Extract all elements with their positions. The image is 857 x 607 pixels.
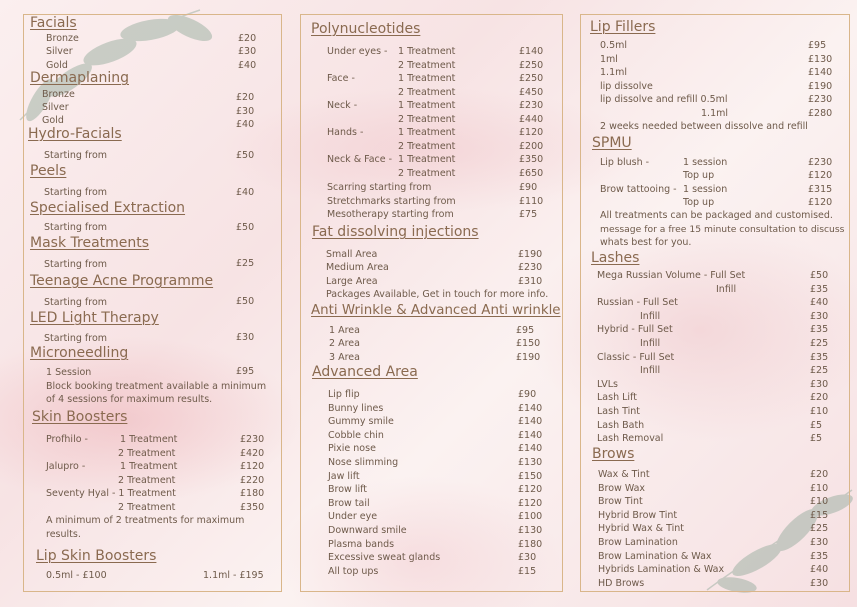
heading-lip-fillers: Lip Fillers [590, 19, 656, 35]
heading-brows: Brows [592, 446, 635, 462]
lashes-item-name: Lash Bath [597, 419, 645, 431]
skinboosters-option: 2 Treatment [118, 502, 176, 513]
lipfillers-item-name: 1.1ml [600, 67, 628, 78]
poly-extra-name: Stretchmarks starting from [327, 195, 456, 207]
advanced-item-price: £140 [518, 402, 543, 414]
lashes-item-price: £30 [810, 378, 829, 390]
lipfillers-item-price: £130 [808, 53, 833, 65]
specialised-price: £50 [236, 222, 255, 233]
skinboosters-option: 1 Treatment [120, 461, 178, 472]
brows-item-name: Wax & Tint [598, 469, 650, 480]
spmu-option: 1 session [683, 157, 728, 168]
fat-item-price: £230 [518, 262, 543, 273]
lashes-item-price: £25 [810, 365, 829, 377]
lipfillers-item-price: £190 [808, 80, 833, 92]
acne-price: £50 [236, 296, 255, 307]
hydrofacials-price: £50 [236, 150, 255, 161]
skinboosters-product: Profhilo - [46, 434, 88, 445]
lashes-item-name: Infill [716, 283, 737, 295]
spmu-option: Top up [683, 170, 715, 181]
advanced-item-price: £120 [518, 484, 543, 496]
skinboosters-price: £120 [240, 461, 265, 472]
antiwrinkle-item-name: 3 Area [329, 352, 360, 363]
advanced-item-price: £15 [518, 565, 537, 577]
poly-extra-name: Mesotherapy starting from [327, 209, 454, 220]
poly-price: £200 [519, 140, 544, 152]
poly-price: £450 [519, 86, 544, 98]
microneedling-note: of 4 sessions for maximum results. [46, 394, 213, 405]
brows-item-price: £30 [810, 577, 829, 589]
advanced-item-price: £100 [518, 511, 543, 523]
advanced-item-name: Bunny lines [328, 402, 384, 414]
skinboosters-note: A minimum of 2 treatments for maximum [46, 515, 245, 526]
advanced-item-name: Plasma bands [328, 538, 395, 550]
peels-label: Starting from [44, 187, 108, 198]
facials-item-name: Gold [46, 60, 68, 71]
lashes-item-name: Lash Removal [597, 433, 664, 445]
skinboosters-option: 2 Treatment [118, 448, 176, 459]
heading-polynucleotides: Polynucleotides [311, 21, 421, 37]
advanced-item-name: Lip flip [328, 389, 360, 400]
poly-option: 2 Treatment [398, 167, 456, 179]
spmu-note: whats best for you. [600, 237, 692, 248]
poly-option: 1 Treatment [398, 127, 456, 138]
poly-price: £230 [519, 100, 544, 111]
lashes-item-name: Lash Tint [597, 406, 641, 417]
advanced-item-name: Brow lift [328, 484, 367, 496]
advanced-item-price: £130 [518, 525, 543, 536]
poly-area: Face - [327, 73, 355, 84]
brows-item-name: Brow Wax [598, 482, 646, 494]
lipfillers-item-name: 1ml [600, 53, 618, 65]
heading-peels: Peels [30, 163, 67, 179]
antiwrinkle-item-name: 1 Area [329, 325, 360, 336]
microneedling-price: £95 [236, 366, 255, 377]
lashes-item-price: £5 [810, 433, 823, 445]
poly-extra-name: Scarring starting from [327, 182, 432, 193]
lipfillers-item-name: lip dissolve [600, 80, 653, 92]
brows-item-price: £10 [810, 482, 829, 494]
mask-price: £25 [236, 258, 255, 269]
heading-teenage-acne: Teenage Acne Programme [30, 273, 214, 289]
facials-item-price: £40 [238, 60, 257, 71]
poly-extra-price: £75 [519, 209, 538, 220]
brows-item-name: Brow Lamination & Wax [598, 550, 712, 562]
spmu-option: Top up [683, 197, 715, 208]
spmu-note: All treatments can be packaged and customised. [600, 210, 833, 221]
lipfillers-sub-name: 1.1ml [701, 108, 729, 119]
spmu-note: message for a free 15 minute consultation to discuss [600, 224, 845, 235]
advanced-item-name: Gummy smile [328, 416, 394, 428]
advanced-item-name: Cobble chin [328, 429, 384, 441]
lashes-item-price: £10 [810, 406, 829, 417]
fat-note: Packages Available, Get in touch for more info. [326, 289, 549, 300]
lashes-item-price: £50 [810, 270, 829, 281]
facials-item-price: £30 [238, 46, 257, 57]
skinboosters-price: £230 [240, 434, 265, 445]
poly-option: 2 Treatment [398, 140, 456, 152]
lashes-item-name: Hybrid - Full Set [597, 324, 673, 336]
brows-item-name: Hybrid Brow Tint [598, 509, 678, 521]
poly-price: £140 [519, 46, 544, 57]
advanced-item-name: Pixie nose [328, 443, 376, 455]
poly-option: 1 Treatment [398, 154, 456, 165]
poly-price: £440 [519, 113, 544, 125]
lipfillers-item-price: £95 [808, 40, 827, 51]
skinboosters-option: 2 Treatment [118, 475, 176, 486]
poly-price: £250 [519, 59, 544, 71]
led-price: £30 [236, 332, 255, 343]
fat-item-price: £190 [518, 249, 543, 260]
lashes-item-price: £40 [810, 297, 829, 309]
advanced-item-name: Nose slimming [328, 457, 399, 468]
lashes-item-price: £20 [810, 392, 829, 404]
antiwrinkle-item-name: 2 Area [329, 338, 360, 349]
lashes-item-price: £35 [810, 283, 829, 295]
antiwrinkle-item-price: £150 [516, 338, 541, 349]
lipfillers-item-price: £140 [808, 67, 833, 78]
lashes-item-price: £35 [810, 324, 829, 336]
advanced-item-name: Excessive sweat glands [328, 552, 441, 564]
advanced-item-price: £140 [518, 429, 543, 441]
advanced-item-name: All top ups [328, 565, 379, 577]
poly-price: £120 [519, 127, 544, 138]
lashes-item-name: Infill [640, 338, 661, 349]
lipskin-option: 1.1ml - £195 [203, 570, 264, 581]
poly-area: Hands - [327, 127, 364, 138]
skinboosters-option: 1 Treatment [120, 434, 178, 445]
brows-item-price: £30 [810, 537, 829, 548]
brows-item-name: HD Brows [598, 577, 645, 589]
brows-item-name: Hybrids Lamination & Wax [598, 564, 725, 576]
heading-skin-boosters: Skin Boosters [32, 409, 128, 425]
poly-option: 2 Treatment [398, 113, 456, 125]
heading-anti-wrinkle: Anti Wrinkle & Advanced Anti wrinkle [311, 303, 561, 318]
heading-mask-treatments: Mask Treatments [30, 235, 150, 251]
dermaplaning-item-price: £30 [236, 106, 255, 117]
dermaplaning-item-name: Silver [42, 102, 69, 113]
lashes-item-name: LVLs [597, 378, 618, 390]
brows-item-name: Brow Tint [598, 496, 643, 508]
heading-lashes: Lashes [591, 250, 640, 266]
lashes-item-price: £25 [810, 338, 829, 349]
brows-item-price: £15 [810, 509, 829, 521]
heading-led-light: LED Light Therapy [30, 310, 159, 326]
poly-price: £350 [519, 154, 544, 165]
heading-advanced-area: Advanced Area [312, 364, 418, 380]
poly-area: Neck - [327, 100, 358, 111]
spmu-price: £120 [808, 170, 833, 181]
brows-item-price: £20 [810, 469, 829, 480]
skinboosters-price: £180 [240, 488, 265, 499]
advanced-item-name: Jaw lift [328, 470, 360, 482]
poly-price: £650 [519, 167, 544, 179]
heading-specialised-extraction: Specialised Extraction [30, 200, 186, 216]
skinboosters-price: £220 [240, 475, 265, 486]
lashes-item-name: Classic - Full Set [597, 351, 675, 363]
poly-area: Under eyes - [327, 46, 388, 57]
lipfillers-sub-price: £280 [808, 108, 833, 119]
brows-item-price: £25 [810, 523, 829, 535]
heading-dermaplaning: Dermaplaning [30, 70, 129, 86]
lipfillers-item-name: 0.5ml [600, 40, 628, 51]
lashes-item-price: £5 [810, 419, 823, 431]
fat-item-name: Large Area [326, 276, 378, 287]
facials-item-name: Bronze [46, 33, 79, 44]
skinboosters-price: £350 [240, 502, 265, 513]
microneedling-label: 1 Session [46, 367, 92, 378]
skinboosters-price: £420 [240, 448, 265, 459]
spmu-treatment: Brow tattooing - [600, 184, 677, 195]
facials-item-name: Silver [46, 46, 73, 57]
acne-label: Starting from [44, 297, 108, 308]
lashes-item-name: Mega Russian Volume - Full Set [597, 270, 746, 281]
poly-price: £250 [519, 73, 544, 84]
lipskin-option: 0.5ml - £100 [46, 570, 107, 581]
brows-item-name: Brow Lamination [598, 537, 678, 548]
advanced-item-price: £130 [518, 457, 543, 468]
lashes-item-price: £35 [810, 351, 829, 363]
advanced-item-price: £90 [518, 389, 537, 400]
poly-option: 1 Treatment [398, 73, 456, 84]
heading-microneedling: Microneedling [30, 345, 129, 361]
led-label: Starting from [44, 333, 108, 344]
lashes-item-name: Lash Lift [597, 392, 637, 404]
poly-option: 2 Treatment [398, 86, 456, 98]
dermaplaning-item-name: Gold [42, 115, 64, 126]
poly-extra-price: £110 [519, 195, 544, 207]
poly-option: 2 Treatment [398, 59, 456, 71]
specialised-label: Starting from [44, 222, 108, 233]
advanced-item-price: £150 [518, 470, 543, 482]
lipfillers-item-name: lip dissolve and refill 0.5ml [600, 94, 728, 105]
advanced-item-price: £120 [518, 497, 543, 509]
spmu-price: £315 [808, 184, 833, 195]
brows-item-price: £40 [810, 564, 829, 576]
lashes-item-name: Infill [640, 310, 661, 322]
skinboosters-note: results. [46, 529, 81, 540]
spmu-price: £230 [808, 157, 833, 168]
facials-item-price: £20 [238, 33, 257, 44]
poly-option: 1 Treatment [398, 46, 456, 57]
skinboosters-product: Seventy Hyal - 1 Treatment [46, 488, 176, 499]
heading-hydrofacials: Hydro-Facials [28, 126, 122, 142]
antiwrinkle-item-price: £190 [516, 352, 541, 363]
lipfillers-note: 2 weeks needed between dissolve and refill [600, 121, 808, 132]
fat-item-price: £310 [518, 276, 543, 287]
peels-price: £40 [236, 187, 255, 198]
fat-item-name: Medium Area [326, 262, 389, 273]
advanced-item-price: £140 [518, 443, 543, 455]
brows-item-price: £35 [810, 550, 829, 562]
fat-item-name: Small Area [326, 249, 378, 260]
advanced-item-name: Under eye [328, 511, 378, 523]
mask-label: Starting from [44, 259, 108, 270]
advanced-item-price: £30 [518, 552, 537, 564]
poly-option: 1 Treatment [398, 100, 456, 111]
dermaplaning-item-price: £20 [236, 92, 255, 103]
lashes-item-name: Infill [640, 365, 661, 377]
heading-facials: Facials [30, 15, 77, 31]
advanced-item-price: £180 [518, 538, 543, 550]
antiwrinkle-item-price: £95 [516, 325, 535, 336]
brows-item-price: £10 [810, 496, 829, 508]
spmu-price: £120 [808, 197, 833, 208]
heading-lip-skin-boosters: Lip Skin Boosters [36, 548, 157, 564]
advanced-item-price: £140 [518, 416, 543, 428]
lashes-item-name: Russian - Full Set [597, 297, 678, 309]
skinboosters-product: Jalupro - [46, 461, 86, 472]
lashes-item-price: £30 [810, 310, 829, 322]
heading-fat-dissolving: Fat dissolving injections [312, 224, 479, 240]
dermaplaning-item-name: Bronze [42, 89, 75, 100]
heading-spmu: SPMU [592, 135, 632, 151]
microneedling-note: Block booking treatment available a minimum [46, 381, 267, 392]
advanced-item-name: Downward smile [328, 525, 407, 536]
advanced-item-name: Brow tail [328, 497, 370, 509]
spmu-treatment: Lip blush - [600, 157, 650, 168]
spmu-option: 1 session [683, 184, 728, 195]
poly-area: Neck & Face - [327, 154, 393, 165]
lipfillers-item-price: £230 [808, 94, 833, 105]
hydrofacials-label: Starting from [44, 150, 108, 161]
brows-item-name: Hybrid Wax & Tint [598, 523, 684, 535]
dermaplaning-item-price: £40 [236, 119, 255, 130]
poly-extra-price: £90 [519, 182, 538, 193]
